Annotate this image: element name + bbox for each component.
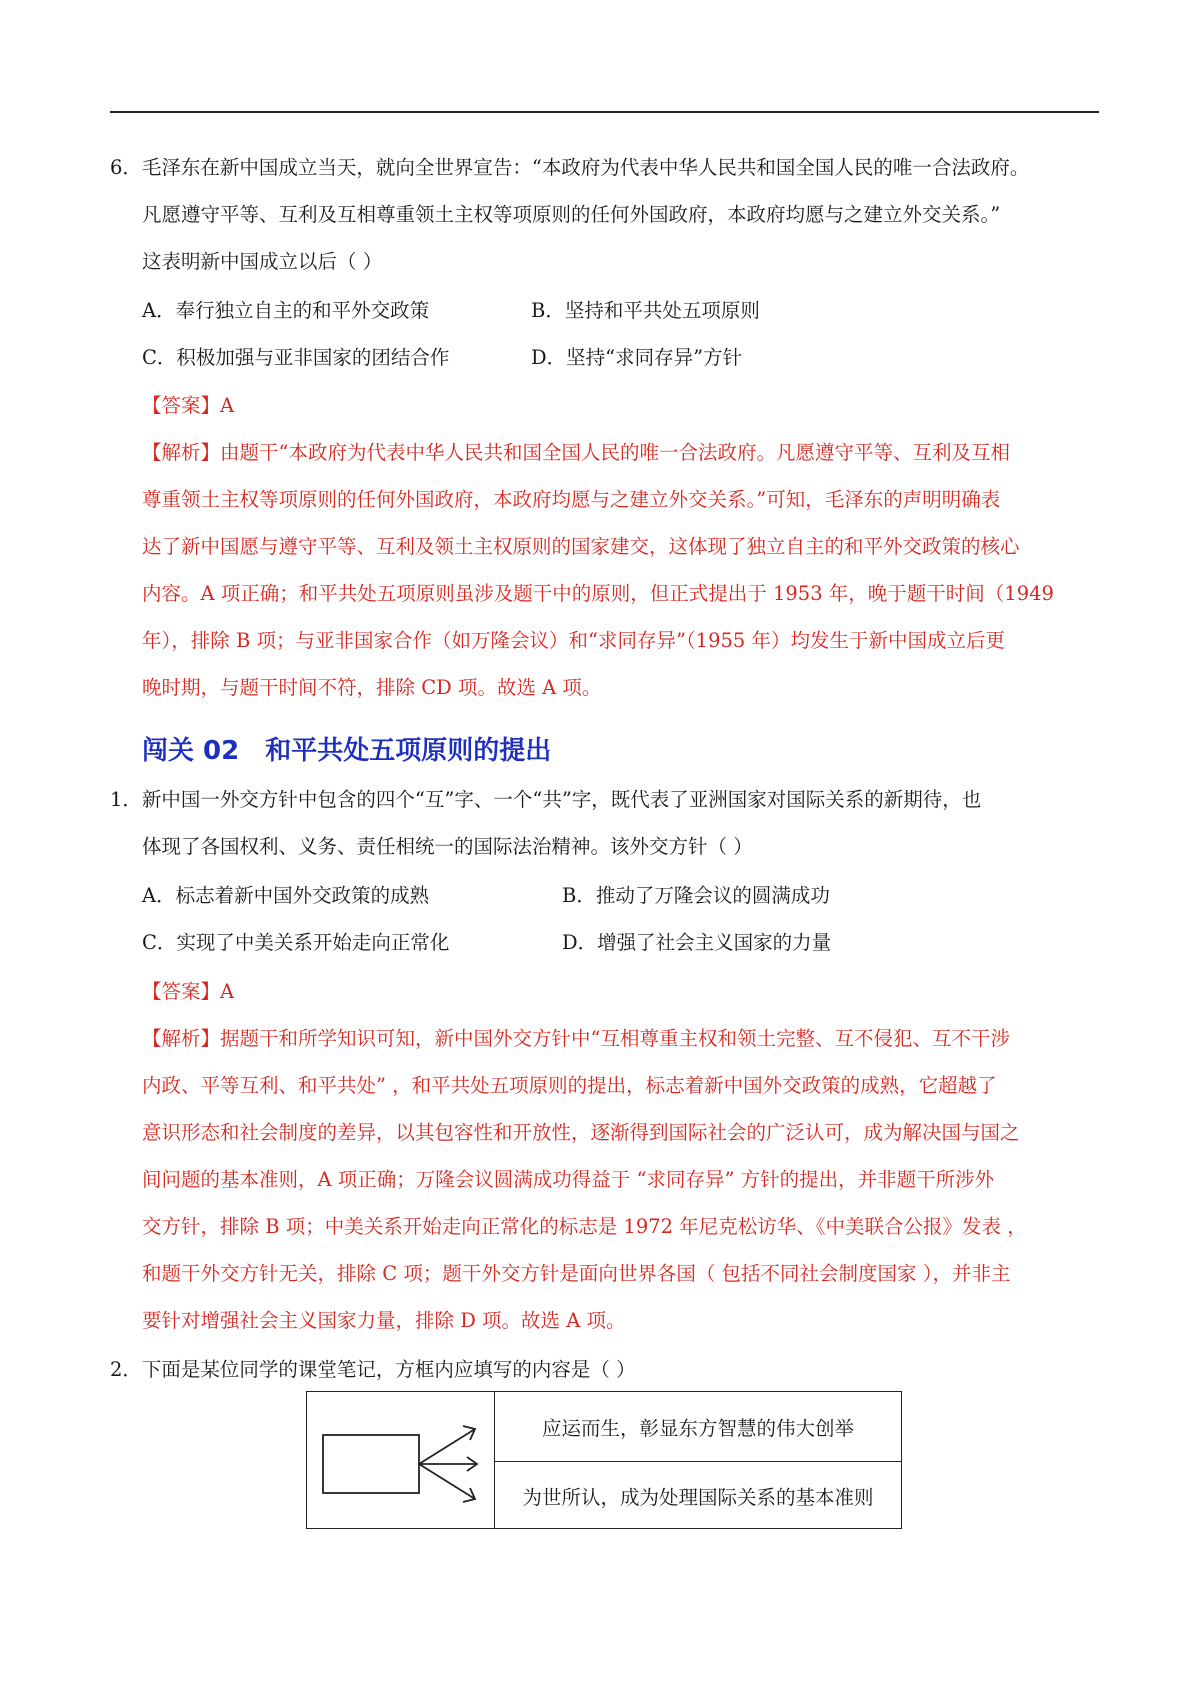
section-heading: 和平共处五项原则的提出 [265, 736, 552, 766]
arrow-down [419, 1464, 475, 1499]
q6-option-b: B．坚持和平共处五项原则 [531, 299, 760, 322]
diagram-top-text: 应运而生，彰显东方智慧的伟大创举 [541, 1416, 854, 1440]
q1-analysis-line-2: 内政、平等互利、和平共处” ，和平共处五项原则的提出，标志着新中国外交政策的成熟，它超越了 [142, 1074, 997, 1097]
q1-stem-line-1: 1．新中国一外交方针中包含的四个“互”字、一个“共”字，既代表了亚洲国家对国际关系的新期待，也 [110, 788, 982, 811]
diagram-bottom-text: 为世所认，成为处理国际关系的基本准则 [522, 1485, 874, 1509]
section-title [142, 730, 551, 767]
q6-analysis-line-2: 尊重领土主权等项原则的任何外国政府，本政府均愿与之建立外交关系。”可知，毛泽东的声明明确表 [142, 488, 1001, 511]
diagram-left-cell [307, 1392, 495, 1528]
q1-analysis-line-6: 和题干外交方针无关，排除 C 项；题干外交方针是面向世界各国（ 包括不同社会制度国家 ），并非主 [142, 1262, 1011, 1285]
q6-answer: 【答案】A [142, 394, 235, 417]
header-rule [110, 111, 1099, 113]
q6-option-c: C．积极加强与亚非国家的团结合作 [142, 346, 450, 369]
q1-analysis-line-7: 要针对增强社会主义国家力量，排除 D 项。故选 A 项。 [142, 1309, 626, 1332]
q1-analysis-line-3: 意识形态和社会制度的差异，以其包容性和开放性，逐渐得到国际社会的广泛认可，成为解决国与国之 [142, 1121, 1020, 1144]
q1-option-c: C．实现了中美关系开始走向正常化 [142, 931, 450, 954]
diagram-row-top [495, 1392, 901, 1462]
q1-option-a: A．标志着新中国外交政策的成熟 [142, 884, 430, 907]
q1-analysis-line-4: 间问题的基本准则，A 项正确；万隆会议圆满成功得益于 “求同存异” 方针的提出，并非题干所涉外 [142, 1168, 995, 1191]
q1-answer: 【答案】A [142, 980, 235, 1003]
q2-stem: 2．下面是某位同学的课堂笔记，方框内应填写的内容是（ ） [110, 1358, 636, 1381]
q1-analysis-line-1: 【解析】据题干和所学知识可知，新中国外交方针中“互相尊重主权和领土完整、互不侵犯、互不干涉 [142, 1027, 1010, 1050]
q6-analysis-line-1: 【解析】由题干“本政府为代表中华人民共和国全国人民的唯一合法政府。凡愿遵守平等、互利及互相 [142, 441, 1010, 464]
blank-box-with-arrows [307, 1392, 495, 1530]
q6-option-a: A．奉行独立自主的和平外交政策 [142, 299, 430, 322]
q6-analysis-line-3: 达了新中国愿与遵守平等、互利及领土主权原则的国家建交，这体现了独立自主的和平外交政策的核心 [142, 535, 1020, 558]
branch-arrows [419, 1426, 477, 1502]
q6-analysis-line-4: 内容。A 项正确；和平共处五项原则虽涉及题干中的原则，但正式提出于 1953 年，晚于题干时间（1949 [142, 582, 1054, 605]
notes-diagram [306, 1391, 902, 1529]
section-number: 闯关 02 [142, 736, 240, 766]
q6-stem-line-1: 6．毛泽东在新中国成立当天，就向全世界宣告：“本政府为代表中华人民共和国全国人民的唯一合法政府。 [110, 156, 1030, 179]
q1-analysis-line-5: 交方针，排除 B 项；中美关系开始走向正常化的标志是 1972 年尼克松访华、《中美联合公报》发表 ， [142, 1215, 1027, 1238]
arrow-up [419, 1429, 475, 1464]
q6-stem-line-3: 这表明新中国成立以后（ ） [142, 250, 383, 273]
diagram-row-bottom [495, 1461, 901, 1530]
q6-stem-line-2: 凡愿遵守平等、互利及互相尊重领土主权等项原则的任何外国政府，本政府均愿与之建立外交关系。” [142, 203, 1001, 226]
q1-option-b: B．推动了万隆会议的圆满成功 [562, 884, 830, 907]
q1-option-d: D．增强了社会主义国家的力量 [562, 931, 832, 954]
blank-answer-box [323, 1435, 419, 1493]
q6-option-d: D．坚持“求同存异”方针 [531, 346, 743, 369]
q6-analysis-line-5: 年），排除 B 项；与亚非国家合作（如万隆会议）和“求同存异”（1955 年）均发生于新中国成立后更 [142, 629, 1005, 652]
q6-analysis-line-6: 晚时期，与题干时间不符，排除 CD 项。故选 A 项。 [142, 676, 602, 699]
q1-stem-line-2: 体现了各国权利、义务、责任相统一的国际法治精神。该外交方针（ ） [142, 835, 753, 858]
